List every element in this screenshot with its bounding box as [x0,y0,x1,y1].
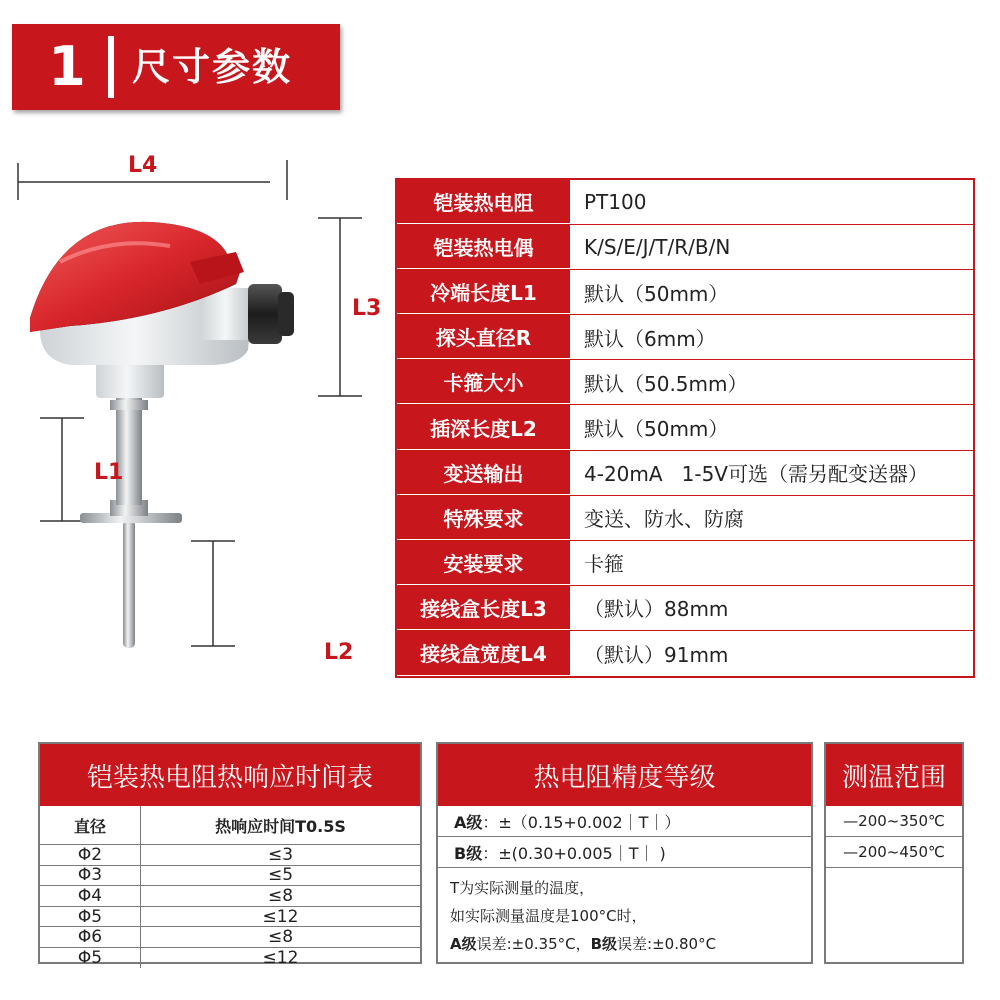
diameter-cell: Φ2 [40,845,141,865]
time-cell: ≤5 [267,865,294,886]
table-row [40,907,420,928]
section-number: 1 [32,30,102,104]
spec-value: K/S/E/J/T/R/B/N [584,235,731,260]
spec-row [397,405,973,450]
time-cell: ≤8 [267,927,294,948]
accuracy-table [436,742,813,964]
spec-row [397,360,973,405]
table-row [40,845,420,866]
spec-row [397,586,973,631]
dimension-l1 [40,418,84,521]
spec-value: 默认（50mm） [584,281,729,306]
spec-value: 卡箍 [584,552,624,577]
spec-key: 特殊要求 [397,496,570,540]
product-drawing [0,140,395,680]
spec-value: （默认）91mm [584,642,729,667]
table-row [40,948,420,968]
note-line-3 [450,930,799,958]
spec-row [397,541,973,586]
grade-b-value: ：±(0.30+0.005｜T｜ ) [482,843,666,863]
table-row [40,866,420,887]
table-row [40,927,420,948]
spec-value: （默认）88mm [584,597,729,622]
accuracy-row-a [438,806,811,837]
diameter-cell: Φ5 [40,948,141,968]
spec-row [397,451,973,496]
response-time-table [38,742,422,968]
spec-value: 默认（6mm） [584,326,716,351]
response-table-title: 铠装热电阻热响应时间表 [40,744,420,806]
banner-separator [108,36,114,98]
diameter-cell: Φ4 [40,886,141,906]
spec-key: 安装要求 [397,541,570,585]
spec-value: 默认（50mm） [584,417,729,442]
range-table-title: 测温范围 [826,744,962,806]
cable-gland [248,284,282,344]
label-l4: L4 [128,153,158,178]
grade-a-label: A级 [454,812,483,832]
cold-end-tube [116,395,142,505]
spec-value: 4-20mA 1-5V可选（需另配变送器） [584,462,928,487]
spec-key: 变送输出 [397,451,570,495]
spec-key: 冷端长度L1 [397,270,570,314]
spec-key: 接线盒宽度L4 [397,631,570,676]
spec-key: 插深长度L2 [397,405,570,449]
diameter-cell: Φ3 [40,866,141,886]
range-row: —200~350℃ [826,806,962,837]
spec-value: 默认（50.5mm） [584,371,748,396]
note-line-1: T为实际测量的温度， [450,879,595,897]
note-grade-a-value: 误差:±0.35°C， [476,935,591,953]
time-cell: ≤12 [262,906,299,927]
accuracy-table-title: 热电阻精度等级 [438,744,811,806]
spec-row [397,496,973,541]
label-l3: L3 [352,296,382,321]
note-grade-a: A级 [450,935,477,953]
spec-row [397,225,973,270]
diameter-cell: Φ6 [40,927,141,947]
spec-row [397,270,973,315]
dimension-l2 [191,541,235,646]
spec-row [397,180,973,225]
note-grade-b-value: 误差:±0.80°C [617,935,717,953]
response-table-header [40,806,420,845]
table-row [40,886,420,907]
time-cell: ≤8 [267,885,294,906]
spec-key: 铠装热电阻 [397,180,570,224]
accuracy-note [438,868,811,964]
section-banner [12,24,340,110]
col-response-time: 热响应时间T0.5S [215,816,346,836]
time-cell: ≤3 [267,844,294,865]
spec-key: 铠装热电偶 [397,225,570,269]
spec-key: 卡箍大小 [397,360,570,404]
spec-row [397,315,973,360]
label-l1: L1 [94,460,124,485]
accuracy-row-b [438,837,811,868]
spec-key: 接线盒长度L3 [397,586,570,630]
range-row: —200~450℃ [826,837,962,868]
note-grade-b: B级 [590,935,618,953]
time-cell: ≤12 [262,947,299,968]
spec-value: 变送、防水、防腐 [584,507,744,532]
label-l2: L2 [324,640,354,665]
grade-a-value: ：±（0.15+0.002｜T｜） [482,812,681,832]
section-title: 尺寸参数 [132,45,293,89]
note-line-2: 如实际测量温度是100°C时， [450,907,647,925]
spec-value: PT100 [584,190,647,215]
grade-b-label: B级 [454,843,483,863]
probe-rod [123,520,135,648]
spec-row [397,631,973,676]
diameter-cell: Φ5 [40,907,141,927]
col-diameter: 直径 [40,806,141,844]
spec-key: 探头直径R [397,315,570,359]
temperature-range-table [824,742,964,964]
spec-table [395,178,975,678]
